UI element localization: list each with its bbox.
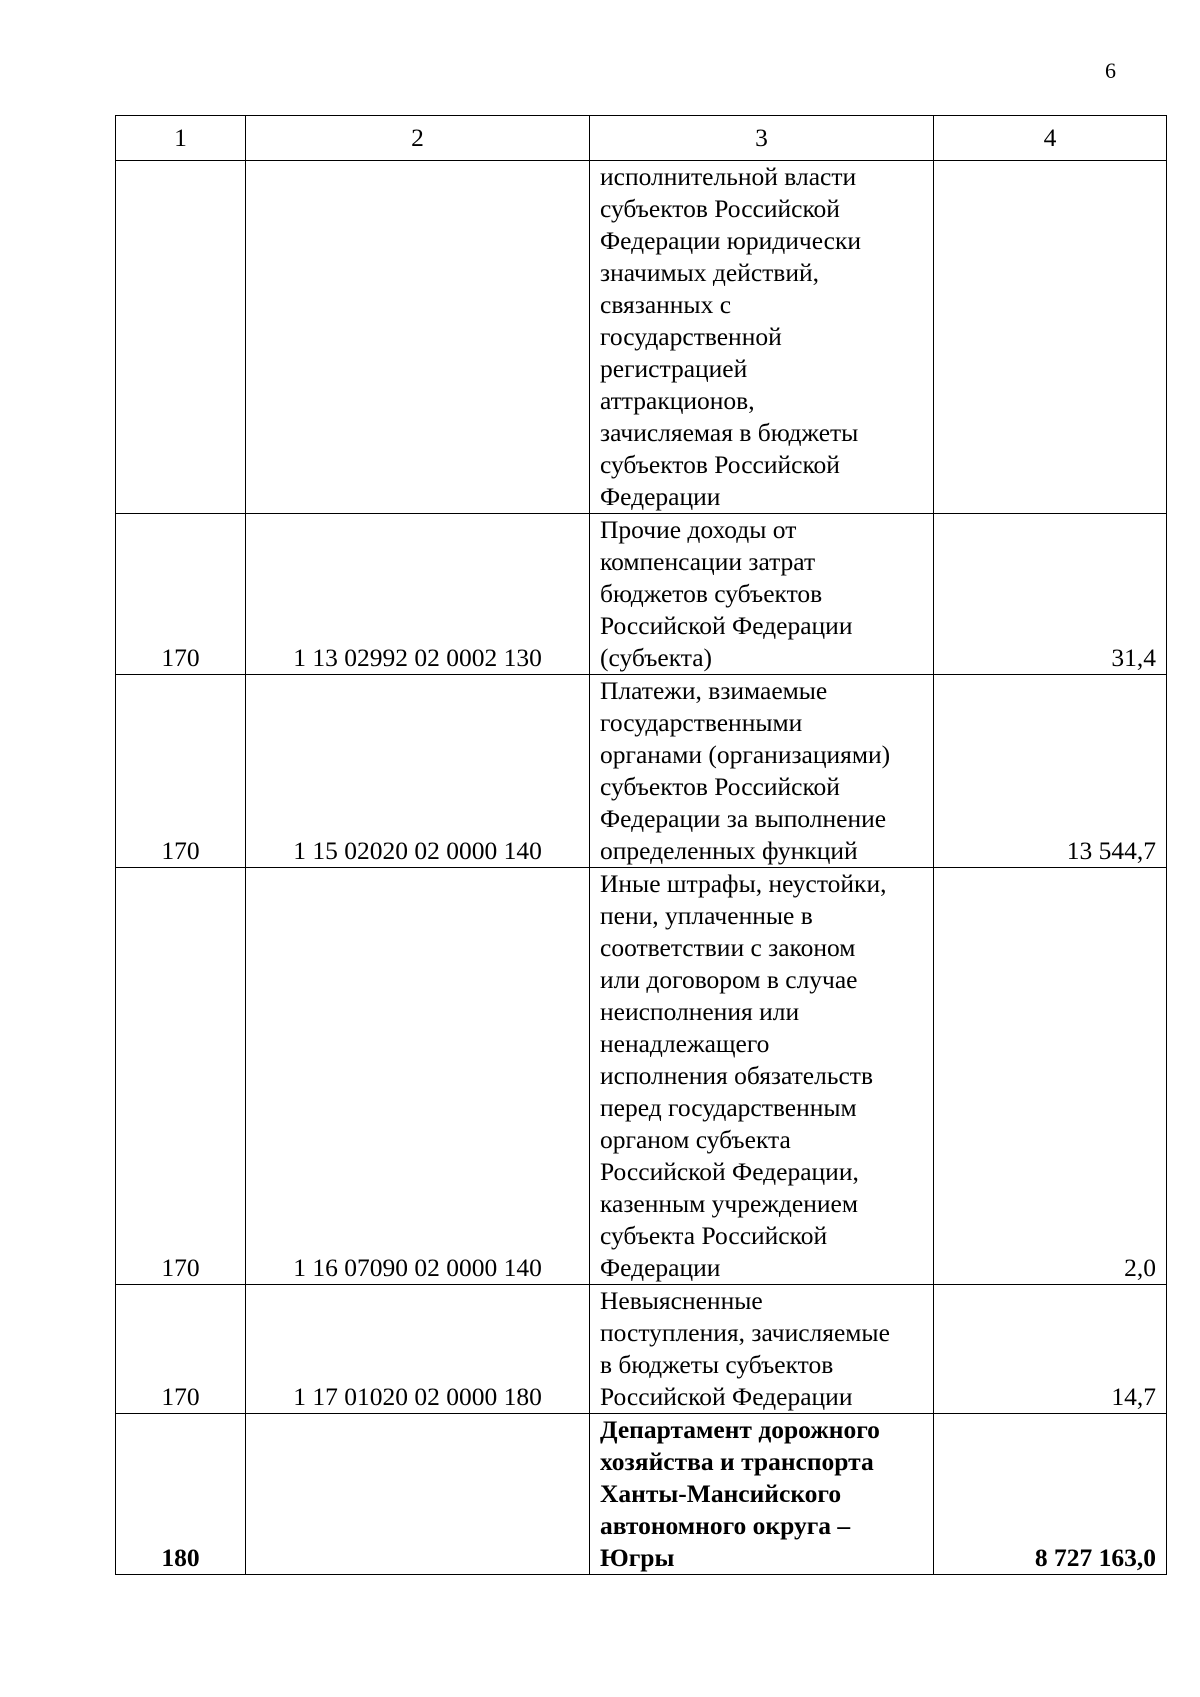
department-name-cell	[590, 1414, 934, 1575]
table-row	[116, 161, 1167, 514]
admin-code-cell	[116, 161, 246, 514]
department-total-amount: 8 727 163,0	[934, 1414, 1167, 1575]
revenue-name-cell	[590, 514, 934, 675]
amount-cell: 13 544,7	[934, 675, 1167, 868]
revenue-name-text: Невыясненные поступления, зачисляемые в бюджеты субъектов Российской Федерации	[600, 1286, 890, 1411]
revenue-name-text: Иные штрафы, неустойки, пени, уплаченные в соответствии с законом или договором в случае неисполнения или ненадлежащего исполнения обязательств перед государственным органом субъекта Российской Федерации, казенным учреждением субъекта Российской Федерации	[600, 869, 887, 1282]
budget-code-cell: 1 15 02020 02 0000 140	[246, 675, 590, 868]
budget-code-cell: 1 13 02992 02 0002 130	[246, 514, 590, 675]
revenue-name-cell	[590, 1285, 934, 1414]
header-col-3: 3	[590, 116, 934, 161]
amount-cell	[934, 161, 1167, 514]
amount-cell: 31,4	[934, 514, 1167, 675]
table-row	[116, 675, 1167, 868]
revenue-name-text: исполнительной власти субъектов Российской Федерации юридически значимых действий, связанных с государственной регистрацией аттракционов, зачисляемая в бюджеты субъектов Российской Федерации	[600, 162, 862, 511]
header-col-1: 1	[116, 116, 246, 161]
revenue-name-cell	[590, 675, 934, 868]
header-col-2: 2	[246, 116, 590, 161]
amount-cell: 2,0	[934, 868, 1167, 1285]
page-number: 6	[1105, 58, 1116, 83]
admin-code-cell: 170	[116, 868, 246, 1285]
budget-code-cell: 1 17 01020 02 0000 180	[246, 1285, 590, 1414]
revenue-name-text: Прочие доходы от компенсации затрат бюджетов субъектов Российской Федерации (субъекта)	[600, 515, 853, 672]
table-header-row	[116, 116, 1167, 161]
table-row	[116, 514, 1167, 675]
admin-code-cell: 170	[116, 1285, 246, 1414]
revenue-name-cell	[590, 868, 934, 1285]
table-row-department-total	[116, 1414, 1167, 1575]
revenue-name-cell	[590, 161, 934, 514]
revenue-name-text: Платежи, взимаемые государственными органами (организациями) субъектов Российской Федерации за выполнение определенных функций	[600, 676, 891, 865]
admin-code-cell: 170	[116, 514, 246, 675]
department-name-text: Департамент дорожного хозяйства и транспорта Ханты-Мансийского автономного округа – Югры	[600, 1415, 880, 1572]
amount-cell: 14,7	[934, 1285, 1167, 1414]
revenue-table	[115, 115, 1167, 1575]
budget-code-cell: 1 16 07090 02 0000 140	[246, 868, 590, 1285]
table-row	[116, 868, 1167, 1285]
header-col-4: 4	[934, 116, 1167, 161]
admin-code-cell: 180	[116, 1414, 246, 1575]
table-row	[116, 1285, 1167, 1414]
budget-code-cell	[246, 1414, 590, 1575]
budget-code-cell	[246, 161, 590, 514]
admin-code-cell: 170	[116, 675, 246, 868]
